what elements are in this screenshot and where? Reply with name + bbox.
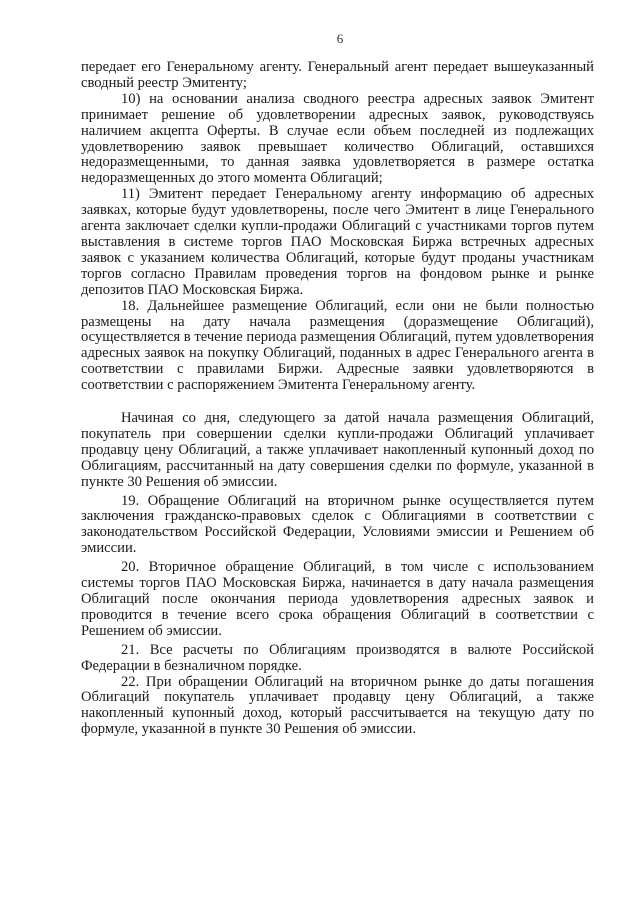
paragraph-clause-18: 18. Дальнейшее размещение Облигаций, если они не были полностью размещены на дату начала размещения (доразмещение Облигаций), осуществляется в течение периода размещения Облигаций, путем удовлетворения адресных заявок на покупку Облигаций, поданных в адрес Генерального агента в соответствии с правилами Биржи. Адресные заявки удовлетворяются в соответствии с распоряжением Эмитента Генеральному агенту. bbox=[81, 297, 594, 394]
paragraph-item-11: 11) Эмитент передает Генеральному агенту информацию об адресных заявках, которые будут удовлетворены, после чего Эмитент в лице Генерального агента заключает сделки купли-продажи Облигаций с участниками торгов путем выставления в системе торгов ПАО Московская Биржа встречных адресных заявок с указанием количества Облигаций, которые будут проданы участникам торгов согласно Правилам проведения торгов на фондовом рынке и рынке депозитов ПАО Московская Биржа. bbox=[81, 186, 594, 298]
paragraph-clause-22: 22. При обращении Облигаций на вторичном рынке до даты погашения Облигаций покупатель уплачивает продавцу цену Облигаций, а также накопленный купонный доход, который рассчитывается на текущую дату по формуле, указанной в пункте 30 Решения об эмиссии. bbox=[81, 673, 594, 738]
paragraph-clause-20: 20. Вторичное обращение Облигаций, в том числе с использованием системы торгов ПАО Московская Биржа, начинается в дату начала размещения Облигаций после окончания периода удовлетворения адресных заявок и проводится в течение всего срока обращения Облигаций в соответствии с Решением об эмиссии. bbox=[81, 559, 594, 639]
paragraph-clause-21: 21. Все расчеты по Облигациям производятся в валюте Российской Федерации в безналичном порядке. bbox=[81, 641, 594, 674]
paragraph-continuation: передает его Генеральному агенту. Генеральный агент передает вышеуказанный сводный реестр Эмитенту; bbox=[81, 59, 594, 91]
paragraph-clause-19: 19. Обращение Облигаций на вторичном рынке осуществляется путем заключения гражданско-правовых сделок с Облигациями в соответствии с законодательством Российской Федерации, Условиями эмиссии и Решением об эмиссии. bbox=[81, 492, 594, 557]
document-body bbox=[81, 60, 594, 738]
page-number: 6 bbox=[336, 31, 344, 46]
paragraph-clause-18-continued: Начиная со дня, следующего за датой начала размещения Облигаций, покупатель при совершении сделки купли-продажи Облигаций уплачивает продавцу цену Облигаций, а также уплачивает накопленный купонный доход по Облигациям, рассчитанный на дату совершения сделки по формуле, указанной в пункте 30 Решения об эмиссии. bbox=[81, 410, 594, 490]
paragraph-item-10: 10) на основании анализа сводного реестра адресных заявок Эмитент принимает решение об удовлетворении адресных заявок, руководствуясь наличием акцепта Оферты. В случае если объем последней из подлежащих удовлетворению заявок превышает количество Облигаций, оставшихся недоразмещенными, то данная заявка удовлетворяется в размере остатка недоразмещенных до этого момента Облигаций; bbox=[81, 90, 594, 187]
